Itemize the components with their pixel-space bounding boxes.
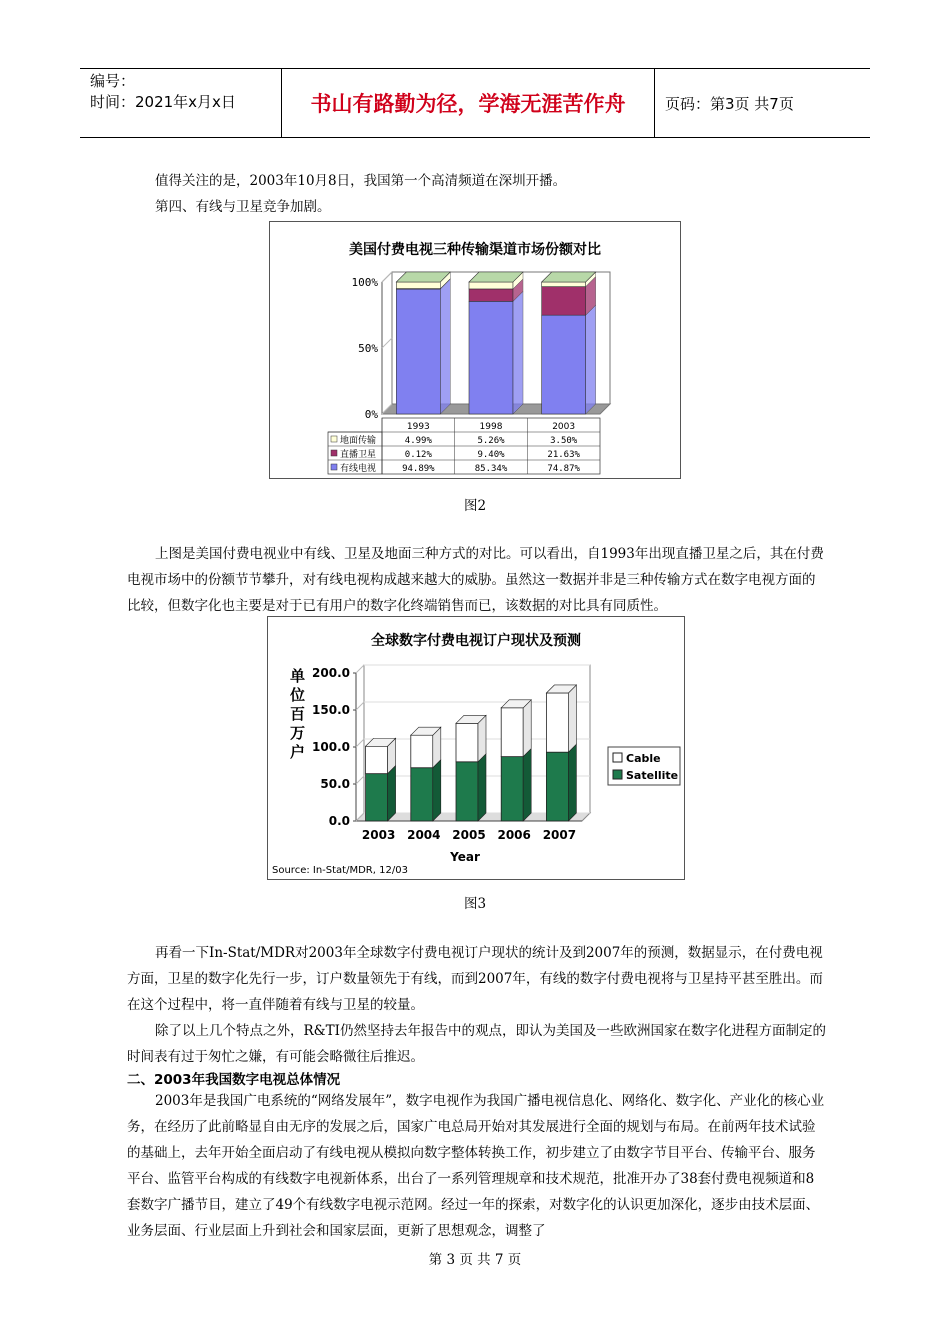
page-header: [80, 68, 870, 138]
section-heading: 二、2003年我国数字电视总体情况: [127, 1072, 341, 1088]
x-tick-label: 1998: [479, 422, 503, 432]
y-tick-label: 50.0: [320, 777, 350, 791]
y-axis-label: 单: [290, 667, 306, 685]
header-page-info: 页码：第3页 共7页: [665, 94, 794, 113]
chart-title: 全球数字付费电视订户现状及预测: [371, 633, 581, 649]
bar-segment: [501, 708, 523, 757]
data-label: 5.26%: [477, 436, 505, 446]
bar-segment: [469, 289, 513, 301]
legend-label: Cable: [626, 752, 661, 765]
bar-top: [542, 272, 596, 282]
figure-2-chart: [269, 221, 681, 479]
bar-segment: [396, 289, 440, 414]
gridline: [356, 739, 364, 747]
legend-label: Satellite: [626, 769, 679, 782]
time-label: 时间：2021年x月x日: [90, 93, 236, 111]
bar-segment: [456, 723, 478, 761]
y-axis-label: 位: [290, 686, 306, 704]
legend-swatch: [331, 436, 337, 442]
header-motto: 书山有路勤为径，学海无涯苦作舟: [282, 69, 655, 137]
figure-2-caption: 图2: [463, 498, 487, 514]
bar-side: [513, 291, 523, 414]
paragraph: 上图是美国付费电视业中有线、卫星及地面三种方式的对比。可以看出，自1993年出现直播卫星之后，其在付费电视市场中的份额节节攀升，对有线电视构成越来越大的威胁。虽然这一数据并非是三种传输方式在数字电视方面的比较，但数字化也主要是对于已有用户的数字化终端销售而已，该数据的对比具有同质性。: [127, 546, 824, 614]
paragraph: 2003年是我国广电系统的“网络发展年”，数字电视作为我国广播电视信息化、网络化、数字化、产业化的核心业务，在经历了此前略显自由无序的发展之后，国家广电总局开始对其发展进行全面的规划与布局。在前两年技术试验的基础上，去年开始全面启动了有线电视从模拟向数字整体转换工作，初步建立了由数字节目平台、传输平台、服务平台、监管平台构成的有线数字电视新体系，出台了一系列管理规章和技术规范，批准开办了38套付费电视频道和8套数字广播节目，建立了49个有线数字电视示范网。经过一年的探索，对数字化的认识更加深化，逐步由技术层面、业务层面、行业层面上升到社会和国家层面，更新了思想观念，调整了: [127, 1093, 825, 1239]
y-tick-label: 100.0: [312, 740, 350, 754]
y-axis-label: 户: [290, 743, 306, 761]
gridline: [356, 702, 364, 710]
bar-segment: [411, 768, 433, 821]
y-tick-label: 50%: [358, 342, 378, 355]
y-tick-label: 0.0: [328, 814, 350, 828]
bar-side: [388, 766, 396, 821]
bar-segment: [469, 282, 513, 289]
bar-side: [586, 305, 596, 414]
data-label: 94.89%: [402, 464, 435, 474]
y-axis-label: 百: [290, 705, 306, 723]
bar-side: [478, 754, 486, 821]
x-tick-label: 2003: [361, 828, 396, 842]
subscriber-chart: [268, 617, 684, 879]
y-tick-label: 150.0: [312, 703, 350, 717]
legend-swatch: [613, 753, 622, 762]
bar-side: [568, 744, 576, 821]
data-label: 4.99%: [404, 436, 432, 446]
bar-side: [433, 760, 441, 821]
bar-segment: [546, 693, 568, 752]
bar-segment: [542, 287, 586, 316]
paragraph: 值得关注的是，2003年10月8日，我国第一个高清频道在深圳开播。: [155, 173, 567, 189]
gridline: [356, 776, 364, 784]
paragraph: 再看一下In-Stat/MDR对2003年全球数字付费电视订户现状的统计及到2007年的预测，数据显示，在付费电视方面，卫星的数字化先行一步，订户数量领先于有线，而到2007年，有线的数字付费电视将与卫星持平甚至胜出。而在这个过程中，将一直伴随着有线与卫星的较量。: [127, 945, 823, 1013]
y-axis-label: 万: [290, 724, 306, 742]
page-footer: 第 3 页 共 7 页: [428, 1252, 522, 1268]
bar-segment: [366, 774, 388, 821]
x-tick-label: 2005: [452, 828, 486, 842]
legend-label: 直播卫星: [340, 450, 377, 460]
header-meta: [80, 69, 282, 137]
chart-title: 美国付费电视三种传输渠道市场份额对比: [349, 242, 601, 258]
legend-swatch: [331, 464, 337, 470]
legend-swatch: [613, 770, 622, 779]
gridline: [356, 665, 364, 673]
data-label: 3.50%: [550, 436, 578, 446]
paragraph: 第四、有线与卫星竞争加剧。: [155, 199, 331, 215]
legend-label: 有线电视: [340, 464, 377, 474]
paragraph: 除了以上几个特点之外，R&TI仍然坚持去年报告中的观点，即认为美国及一些欧洲国家在数字化进程方面制定的时间表有过于匆忙之嫌，有可能会略微往后推迟。: [127, 1023, 827, 1065]
x-tick-label: 1993: [406, 422, 430, 432]
y-tick-label: 200.0: [312, 666, 350, 680]
data-label: 21.63%: [547, 450, 580, 460]
figure-3-caption: 图3: [463, 896, 487, 912]
y-tick-label: 0%: [364, 408, 378, 421]
x-tick-label: 2004: [407, 828, 441, 842]
figure-3-chart: [267, 616, 685, 880]
bar-side: [568, 685, 576, 752]
bar-segment: [542, 315, 586, 414]
bar-side: [440, 279, 450, 414]
bar-top: [396, 272, 450, 282]
chart-source: Source: In-Stat/MDR, 12/03: [272, 865, 408, 876]
bar-segment: [542, 282, 586, 287]
bar-segment: [366, 746, 388, 773]
number-label: 编号：: [90, 72, 136, 90]
bar-segment: [411, 735, 433, 768]
legend-swatch: [331, 450, 337, 456]
data-label: 85.34%: [474, 464, 508, 474]
data-label: 74.87%: [547, 464, 580, 474]
bar-segment: [546, 752, 568, 821]
market-share-chart: [270, 222, 680, 478]
x-tick-label: 2007: [542, 828, 577, 842]
legend-label: 地面传输: [340, 436, 377, 446]
bar-segment: [456, 762, 478, 821]
bar-top: [469, 272, 523, 282]
bar-segment: [396, 282, 440, 289]
x-axis-label: Year: [450, 850, 480, 864]
bar-segment: [469, 301, 513, 414]
y-tick-label: 100%: [351, 276, 378, 289]
data-label: 0.12%: [404, 450, 432, 460]
bar-side: [523, 749, 531, 821]
bar-segment: [501, 757, 523, 821]
x-tick-label: 2003: [552, 422, 576, 432]
gridline: [382, 272, 392, 282]
data-label: 9.40%: [477, 450, 505, 460]
x-tick-label: 2006: [497, 828, 531, 842]
bar-side: [523, 700, 531, 757]
gridline: [382, 338, 392, 348]
